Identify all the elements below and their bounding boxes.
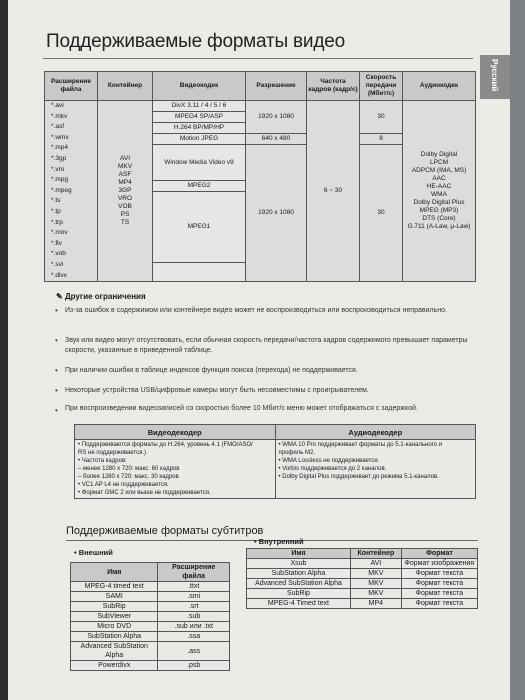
video-decoder-heading: Видеодекодер bbox=[75, 425, 276, 440]
codec-mpeg1: MPEG1 bbox=[153, 192, 246, 263]
ext-col-extension: Расширение файла bbox=[158, 563, 230, 582]
video-decoder-line: RS не поддерживается.) bbox=[78, 450, 147, 456]
ext-item: *.mkv bbox=[51, 112, 68, 120]
container-item: PS bbox=[120, 211, 130, 219]
container-item: 3GP bbox=[118, 187, 132, 195]
ext-name: Powerdivx bbox=[71, 661, 158, 671]
int-format: Формат текста bbox=[401, 589, 477, 599]
external-label: • Внешний bbox=[74, 548, 113, 557]
manual-page bbox=[8, 0, 510, 700]
ext-name: Micro DVD bbox=[71, 622, 158, 632]
fps-cell: 6 ~ 30 bbox=[307, 101, 360, 282]
note-bullet: • bbox=[55, 306, 58, 315]
container-item: TS bbox=[120, 219, 130, 227]
resolution-2: 640 x 480 bbox=[246, 134, 307, 145]
extensions-list bbox=[51, 101, 96, 281]
audio-decoder-line: • WMA Lossless не поддерживается. bbox=[278, 458, 380, 464]
ext-extension: .smi bbox=[158, 592, 230, 602]
note-2: Звук или видео могут отсутствовать, если обычная скорость передачи/частота кадров содержимого превышает параметры скорости, указанные в приведенной таблице. bbox=[65, 337, 468, 354]
note-bullet: • bbox=[55, 386, 58, 395]
table-row bbox=[71, 582, 230, 592]
ext-item: *.asf bbox=[51, 123, 65, 131]
video-formats-table bbox=[44, 71, 476, 282]
int-name: Xsub bbox=[247, 559, 351, 569]
other-limits-heading: ✎ Другие ограничения bbox=[56, 292, 146, 301]
audio-decoder-line: • Vorbis поддерживается до 2 каналов. bbox=[278, 466, 387, 472]
int-container: MP4 bbox=[350, 599, 401, 609]
ext-extension: .ttxt bbox=[158, 582, 230, 592]
int-col-name: Имя bbox=[247, 549, 351, 559]
table-row bbox=[71, 622, 230, 632]
audio-item: WMA bbox=[431, 191, 447, 199]
ext-name: SAMI bbox=[71, 592, 158, 602]
audio-decoder-heading: Аудиодекодер bbox=[275, 425, 476, 440]
ext-name: SubViewer bbox=[71, 612, 158, 622]
ext-item: *.mp4 bbox=[51, 144, 68, 152]
video-decoder-line: • Формат GMC 2 или выше не поддерживается. bbox=[78, 490, 211, 496]
bitrate-1: 30 bbox=[360, 101, 403, 134]
ext-item: *.svi bbox=[51, 260, 64, 268]
ext-extension: .psb bbox=[158, 661, 230, 671]
audio-decoder-notes bbox=[275, 440, 476, 499]
int-container: MKV bbox=[350, 589, 401, 599]
container-item: AVI bbox=[120, 155, 130, 163]
audio-item: G.711 (A-Law, μ-Law) bbox=[407, 223, 471, 231]
language-tab-label: Русский bbox=[490, 59, 499, 92]
extensions-cell bbox=[45, 101, 98, 282]
ext-item: *.tp bbox=[51, 207, 61, 215]
ext-item: *.mpeg bbox=[51, 186, 72, 194]
ext-name: Advanced SubStation Alpha bbox=[71, 642, 158, 661]
video-decoder-line: • Поддерживаются форматы до H.264, уровень 4.1 (FMO/ASO/ bbox=[78, 442, 253, 448]
codec-h264: H.264 BP/MP/HP bbox=[153, 123, 246, 134]
container-item: VOB bbox=[118, 203, 132, 211]
video-decoder-line: • VC1 AP L4 не поддерживается. bbox=[78, 482, 169, 488]
ext-name: SubStation Alpha bbox=[71, 632, 158, 642]
ext-extension: .srt bbox=[158, 602, 230, 612]
int-container: MKV bbox=[350, 569, 401, 579]
audio-item: AAC bbox=[432, 175, 446, 183]
ext-col-name: Имя bbox=[71, 563, 158, 582]
ext-item: *.wmv bbox=[51, 133, 69, 141]
table-row bbox=[71, 661, 230, 671]
internal-label: • Внутренний bbox=[254, 537, 304, 546]
int-format: Формат текста bbox=[401, 599, 477, 609]
ext-item: *.flv bbox=[51, 239, 62, 247]
int-col-format: Формат bbox=[401, 549, 477, 559]
video-decoder-notes bbox=[75, 440, 276, 499]
ext-item: *.divx bbox=[51, 271, 67, 279]
container-item: VRO bbox=[117, 195, 133, 203]
resolution-3: 1920 x 1080 bbox=[246, 145, 307, 282]
container-item: MKV bbox=[117, 163, 133, 171]
note-1: Из-за ошибок в содержимом или контейнере видео может не воспроизводиться или воспроизводиться неправильно. bbox=[65, 307, 447, 314]
int-name: SubRip bbox=[247, 589, 351, 599]
container-item: ASF bbox=[118, 171, 132, 179]
col-container: Контейнер bbox=[98, 72, 153, 101]
audio-item: LPCM bbox=[429, 159, 449, 167]
col-extension: Расширение файла bbox=[45, 72, 98, 101]
ext-extension: .ass bbox=[158, 642, 230, 661]
ext-item: *.ts bbox=[51, 197, 61, 205]
table-row bbox=[71, 592, 230, 602]
note-bullet: • bbox=[55, 336, 58, 345]
codec-mpeg4: MPEG4 SP/ASP bbox=[153, 112, 246, 123]
ext-extension: .sub или .txt bbox=[158, 622, 230, 632]
video-decoder-line: • Частота кадров: bbox=[78, 458, 127, 464]
video-decoder-line: – менее 1280 x 720: макс. 60 кадров bbox=[78, 466, 180, 472]
col-audio: Аудиокодек bbox=[403, 72, 476, 101]
codec-wmv9: Window Media Video v9 bbox=[153, 145, 246, 181]
ext-item: *.trp bbox=[51, 218, 63, 226]
audio-item: MPEG (MP3) bbox=[419, 207, 459, 215]
col-resolution: Разрешение bbox=[246, 72, 307, 101]
ext-name: SubRip bbox=[71, 602, 158, 612]
codec-divx: DivX 3.11 / 4 / 5 / 6 bbox=[153, 101, 246, 112]
container-item: MP4 bbox=[118, 179, 132, 187]
codec-mjpeg: Motion JPEG bbox=[153, 134, 246, 145]
int-format: Формат текста bbox=[401, 569, 477, 579]
external-subtitles-table bbox=[70, 562, 230, 671]
page-title: Поддерживаемые форматы видео bbox=[46, 31, 345, 52]
ext-item: *.vob bbox=[51, 250, 66, 258]
col-fps: Частота кадров (кадр/с) bbox=[307, 72, 360, 101]
table-row bbox=[71, 602, 230, 612]
decoder-table bbox=[74, 424, 476, 499]
internal-subtitles-table bbox=[246, 548, 478, 609]
video-decoder-line: – более 1280 x 720: макс. 30 кадров bbox=[78, 474, 179, 480]
int-format: Формат текста bbox=[401, 579, 477, 589]
table-row bbox=[247, 569, 478, 579]
audio-item: Dolby Digital Plus bbox=[413, 199, 465, 207]
int-name: MPEG-4 Timed text bbox=[247, 599, 351, 609]
bitrate-2: 8 bbox=[360, 134, 403, 145]
external-label-text: Внешний bbox=[78, 548, 113, 557]
audio-cell bbox=[403, 101, 476, 282]
containers-cell bbox=[98, 101, 153, 282]
table-row bbox=[71, 632, 230, 642]
table-row bbox=[247, 579, 478, 589]
int-container: MKV bbox=[350, 579, 401, 589]
other-limits-title: Другие ограничения bbox=[64, 292, 146, 301]
codec-empty bbox=[153, 263, 246, 282]
internal-label-text: Внутренний bbox=[258, 537, 304, 546]
note-bullet: • bbox=[55, 406, 58, 415]
ext-item: *.mov bbox=[51, 229, 68, 237]
ext-name: MPEG-4 timed text bbox=[71, 582, 158, 592]
int-name: SubStation Alpha bbox=[247, 569, 351, 579]
audio-item: ADPCM (IMA, MS) bbox=[411, 167, 467, 175]
audio-decoder-line: профиль M2. bbox=[278, 450, 316, 456]
int-container: AVI bbox=[350, 559, 401, 569]
table-row bbox=[247, 559, 478, 569]
bitrate-3: 30 bbox=[360, 145, 403, 282]
resolution-1: 1920 x 1080 bbox=[246, 101, 307, 134]
note-3: При наличии ошибки в таблице индексов функция поиска (перехода) не поддерживается. bbox=[65, 367, 358, 374]
ext-item: *.avi bbox=[51, 102, 64, 109]
ext-item: *.mpg bbox=[51, 176, 68, 184]
int-col-container: Контейнер bbox=[350, 549, 401, 559]
ext-extension: .sub bbox=[158, 612, 230, 622]
note-4: Некоторые устройства USB/цифровые камеры могут быть несовместимы с проигрывателем. bbox=[65, 387, 369, 394]
note-bullet: • bbox=[55, 366, 58, 375]
table-row bbox=[247, 599, 478, 609]
audio-item: Dolby Digital bbox=[420, 151, 458, 159]
ext-extension: .ssa bbox=[158, 632, 230, 642]
ext-item: *.vro bbox=[51, 165, 65, 173]
table-row bbox=[247, 589, 478, 599]
col-bitrate: Скорость передачи (Мбит/с) bbox=[360, 72, 403, 101]
language-tab bbox=[480, 55, 510, 99]
ext-item: *.3gp bbox=[51, 154, 67, 162]
col-codec: Видеокодек bbox=[153, 72, 246, 101]
table-row bbox=[71, 642, 230, 661]
note-5: При воспроизведении видеозаписей со скоростью более 10 Мбит/с меню может отображаться с задержкой. bbox=[65, 405, 418, 412]
table-row bbox=[71, 612, 230, 622]
audio-item: HE-AAC bbox=[426, 183, 452, 191]
audio-decoder-line: • WMA 10 Pro поддерживает форматы до 5.1-канального и bbox=[278, 442, 443, 448]
title-divider bbox=[43, 58, 473, 59]
int-name: Advanced SubStation Alpha bbox=[247, 579, 351, 589]
audio-item: DTS (Core) bbox=[422, 215, 456, 223]
audio-decoder-line: • Dolby Digital Plus поддерживает до режима 5.1-каналов. bbox=[278, 474, 439, 480]
subtitles-heading: Поддерживаемые форматы субтитров bbox=[66, 525, 264, 537]
codec-mpeg2: MPEG2 bbox=[153, 181, 246, 192]
int-format: Формат изображения bbox=[401, 559, 477, 569]
background-edge bbox=[510, 0, 525, 700]
